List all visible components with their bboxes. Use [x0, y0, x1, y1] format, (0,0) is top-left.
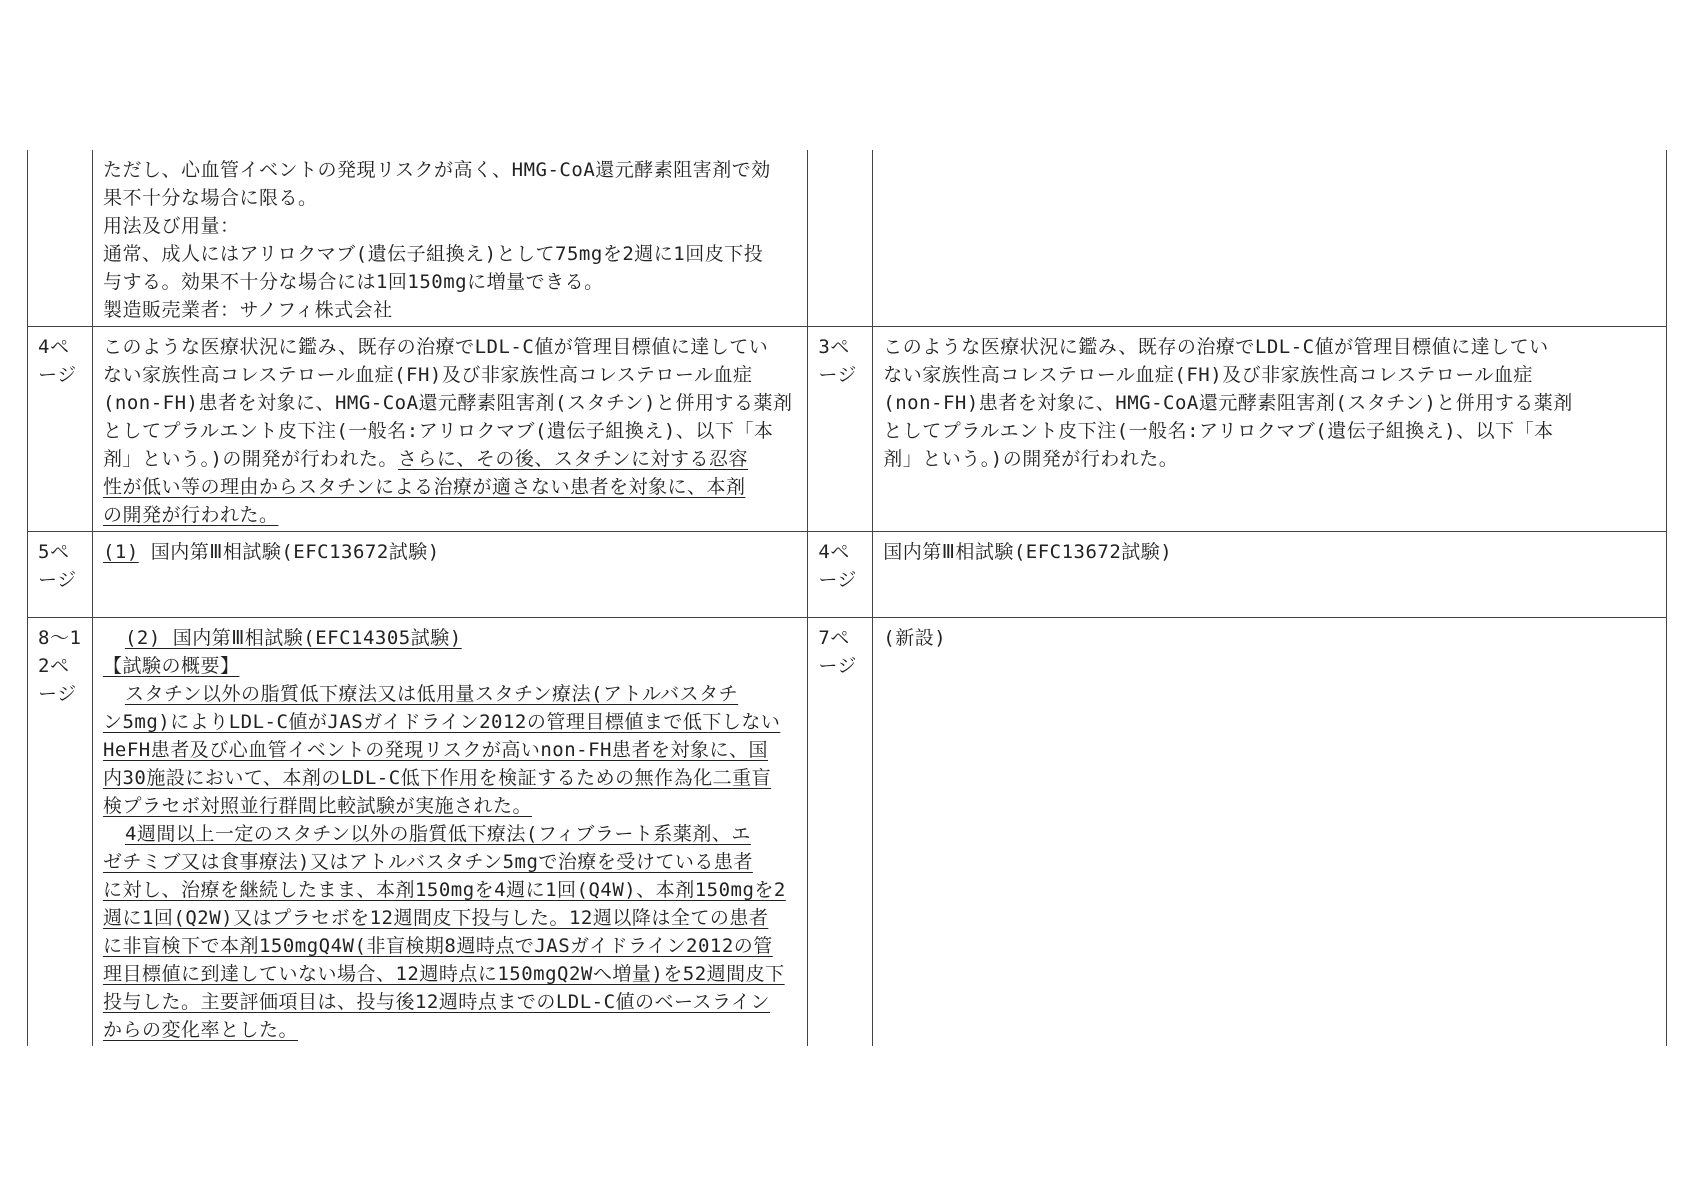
added-text-line: 性が低い等の理由からスタチンによる治療が適さない患者を対象に、本剤	[102, 476, 746, 498]
added-text-line: 理目標値に到達していない場合、12週時点に150mgQ2Wへ増量)を52週間皮下	[102, 963, 785, 985]
added-text-line: 【試験の概要】	[102, 655, 240, 677]
text-line: このような医療状況に鑑み、既存の治療でLDL-C値が管理目標値に達してい	[883, 336, 1549, 358]
added-text-line: ン5mg)によりLDL-C値がJASガイドライン2012の管理目標値まで低下しない	[102, 711, 781, 733]
text-line: ない家族性高コレステロール血症(FH)及び非家族性高コレステロール血症	[102, 364, 753, 386]
old-text-cell: (新設)	[873, 618, 1667, 1047]
added-text-line: HeFH患者及び心血管イベントの発現リスクが高いnon-FH患者を対象に、国	[102, 739, 768, 761]
text-line	[103, 445, 797, 473]
table-row	[28, 327, 1667, 532]
new-text-cell	[92, 150, 807, 327]
text-segment: 剤」という。)の開発が行われた。	[102, 448, 398, 470]
added-text-line: 週に1回(Q2W)又はプラセボを12週間皮下投与した。12週以降は全ての患者	[102, 907, 769, 929]
added-text-line: 内30施設において、本剤のLDL-C低下作用を検証するための無作為化二重盲	[102, 767, 772, 789]
old-page-cell	[808, 150, 873, 327]
text-line: としてプラルエント皮下注(一般名:アリロクマブ(遺伝子組換え)、以下「本	[102, 420, 774, 442]
text-line: 用法及び用量：	[102, 215, 240, 237]
added-text-line: 検プラセボ対照並行群間比較試験が実施された。	[102, 795, 532, 817]
new-text-cell	[92, 327, 807, 532]
added-text-line: (2) 国内第Ⅲ相試験(EFC14305試験)	[124, 627, 462, 649]
old-page-cell: 4ページ	[808, 532, 873, 618]
text-line: このような医療状況に鑑み、既存の治療でLDL-C値が管理目標値に達してい	[102, 336, 769, 358]
table-row	[28, 150, 1667, 327]
added-text-line: に非盲検下で本剤150mgQ4W(非盲検期8週時点でJASガイドライン2012の管	[102, 935, 773, 957]
text-segment: 国内第Ⅲ相試験(EFC13672試験)	[150, 541, 440, 563]
new-page-cell: 4ページ	[28, 327, 93, 532]
text-line: 果不十分な場合に限る。	[102, 187, 318, 209]
new-page-cell: 8～12ページ	[28, 618, 93, 1047]
old-text-cell: 国内第Ⅲ相試験(EFC13672試験)	[873, 532, 1667, 618]
added-text-line: ゼチミブ又は食事療法)又はアトルバスタチン5mgで治療を受けている患者	[102, 851, 753, 873]
added-text-line: 4週間以上一定のスタチン以外の脂質低下療法(フィブラート系薬剤、エ	[124, 823, 751, 845]
added-text-line: からの変化率とした。	[102, 1019, 298, 1041]
text-line	[103, 538, 797, 566]
added-text-segment: (1)	[102, 541, 139, 563]
text-line: 剤」という。)の開発が行われた。	[883, 448, 1179, 470]
text-line: 製造販売業者：サノフィ株式会社	[102, 299, 393, 321]
new-text-cell	[92, 532, 807, 618]
added-text-line: 投与した。主要評価項目は、投与後12週時点までのLDL-C値のベースライン	[102, 991, 770, 1013]
new-text-cell	[92, 618, 807, 1047]
text-line: 与する。効果不十分な場合には1回150mgに増量できる。	[102, 271, 604, 293]
old-text-cell	[873, 327, 1667, 532]
new-page-cell: 5ページ	[28, 532, 93, 618]
added-text-line: の開発が行われた。	[102, 504, 279, 526]
text-line: (non-FH)患者を対象に、HMG-CoA還元酵素阻害剤(スタチン)と併用する薬剤	[102, 392, 793, 414]
table-row	[28, 618, 1667, 1047]
text-line: としてプラルエント皮下注(一般名:アリロクマブ(遺伝子組換え)、以下「本	[883, 420, 1554, 442]
comparison-table	[27, 150, 1667, 1046]
added-text-line: に対し、治療を継続したまま、本剤150mgを4週に1回(Q4W)、本剤150mgを2	[102, 879, 786, 901]
table-row	[28, 532, 1667, 618]
text-line: ただし、心血管イベントの発現リスクが高く、HMG-CoA還元酵素阻害剤で効	[102, 159, 771, 181]
text-line: 通常、成人にはアリロクマブ(遺伝子組換え)として75mgを2週に1回皮下投	[102, 243, 764, 265]
added-text-line: スタチン以外の脂質低下療法又は低用量スタチン療法(アトルバスタチ	[124, 683, 739, 705]
text-line: (non-FH)患者を対象に、HMG-CoA還元酵素阻害剤(スタチン)と併用する薬剤	[883, 392, 1573, 414]
old-text-cell	[873, 150, 1667, 327]
new-page-cell	[28, 150, 93, 327]
text-line: ない家族性高コレステロール血症(FH)及び非家族性高コレステロール血症	[883, 364, 1533, 386]
added-text-segment: さらに、その後、スタチンに対する忍容	[397, 448, 748, 470]
old-page-cell: 7ページ	[808, 618, 873, 1047]
old-page-cell: 3ページ	[808, 327, 873, 532]
